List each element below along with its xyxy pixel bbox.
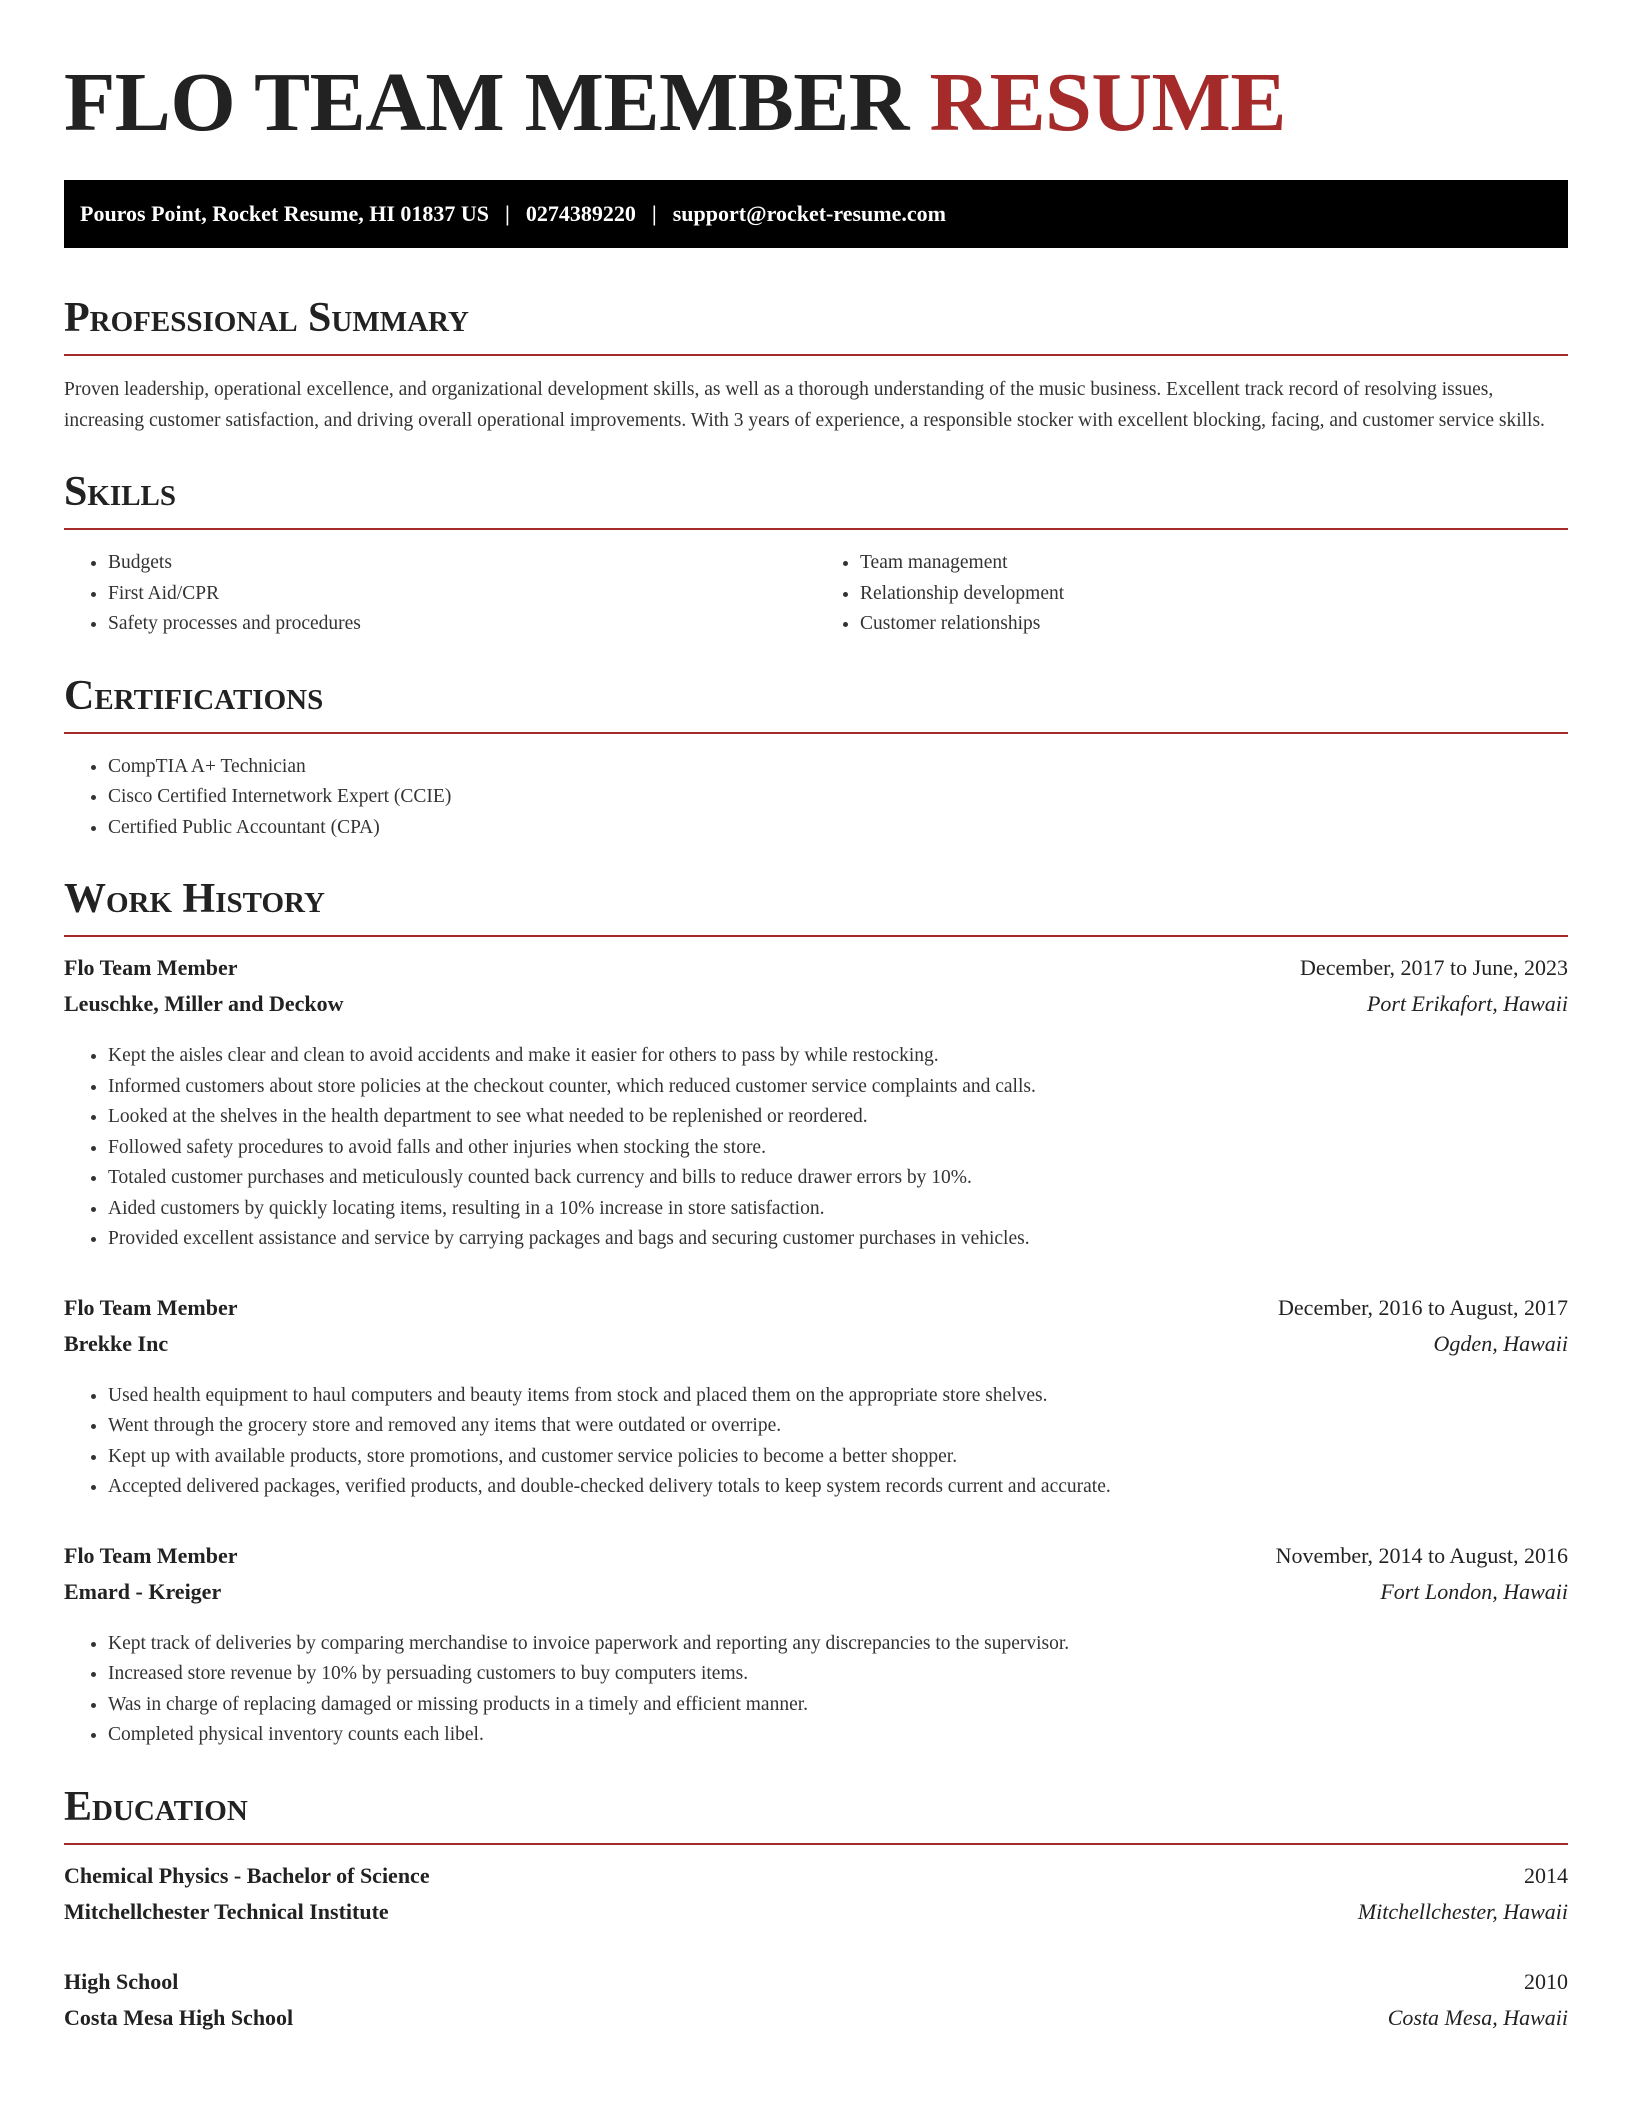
skill-item: • First Aid/CPR xyxy=(108,579,816,610)
job-company-row xyxy=(64,1579,1568,1615)
education-degree: High School xyxy=(64,1968,179,1994)
job-company-row xyxy=(64,1331,1568,1367)
contact-bar xyxy=(64,180,1568,248)
education-school: Mitchellchester Technical Institute xyxy=(64,1898,389,1924)
skill-item: • Safety processes and procedures xyxy=(108,609,816,640)
title-main: FLO TEAM MEMBER xyxy=(64,56,909,149)
job-bullet: • Went through the grocery store and removed any items that were outdated or overripe. xyxy=(108,1411,1568,1442)
education-section xyxy=(64,1781,1568,2041)
certification-item: • Cisco Certified Internetwork Expert (CCIE) xyxy=(108,782,1568,813)
job-bullet: • Completed physical inventory counts each libel. xyxy=(108,1720,1568,1751)
resume-title xyxy=(64,56,1568,150)
title-accent: RESUME xyxy=(929,56,1286,149)
education-degree: Chemical Physics - Bachelor of Science xyxy=(64,1862,430,1888)
job-bullet: • Was in charge of replacing damaged or missing products in a timely and efficient manner. xyxy=(108,1690,1568,1721)
job-bullet: • Informed customers about store policies at the checkout counter, which reduced customer service complaints and calls. xyxy=(108,1072,1568,1103)
job-entry xyxy=(64,1295,1568,1503)
job-company-row xyxy=(64,991,1568,1027)
job-bullet: • Totaled customer purchases and meticulously counted back currency and bills to reduce drawer errors by 10%. xyxy=(108,1163,1568,1194)
education-degree-row xyxy=(64,1969,1568,2005)
job-dates: December, 2016 to August, 2017 xyxy=(1278,1294,1568,1320)
job-bullet: • Kept up with available products, store promotions, and customer service policies to become a better shopper. xyxy=(108,1442,1568,1473)
job-title: Flo Team Member xyxy=(64,955,238,980)
education-year: 2014 xyxy=(1524,1862,1568,1888)
summary-text: Proven leadership, operational excellence, and organizational development skills, as well as a thorough understanding of the music business. Excellent track record of resolving issues, increasing customer satisfaction, and driving overall operational improvements. With 3 years of experience, a responsible stocker with excellent blocking, facing, and customer service skills. xyxy=(64,379,1545,431)
education-year: 2010 xyxy=(1524,1968,1568,1994)
job-location: Fort London, Hawaii xyxy=(1380,1578,1568,1604)
job-bullet: • Followed safety procedures to avoid falls and other injuries when stocking the store. xyxy=(108,1133,1568,1164)
job-dates: December, 2017 to June, 2023 xyxy=(1300,955,1568,980)
skills-column-1 xyxy=(64,548,816,640)
education-heading: Education xyxy=(64,1781,1568,1845)
job-bullet: • Accepted delivered packages, verified products, and double-checked delivery totals to keep system records current and accurate. xyxy=(108,1472,1568,1503)
job-location: Port Erikafort, Hawaii xyxy=(1366,991,1568,1016)
education-location: Mitchellchester, Hawaii xyxy=(1357,1898,1568,1924)
job-company: Leuschke, Miller and Deckow xyxy=(64,991,344,1016)
job-header-row xyxy=(64,1295,1568,1331)
contact-separator: | xyxy=(505,201,510,226)
education-school: Costa Mesa High School xyxy=(64,2004,294,2030)
skill-item: • Team management xyxy=(860,548,1568,579)
work-history-heading: Work History xyxy=(64,873,1568,937)
job-bullet: • Kept the aisles clear and clean to avoid accidents and make it easier for others to pass by while restocking. xyxy=(108,1041,1568,1072)
job-bullet: • Used health equipment to haul computers and beauty items from stock and placed them on the appropriate store shelves. xyxy=(108,1381,1568,1412)
contact-email: support@rocket-resume.com xyxy=(672,201,946,226)
education-school-row xyxy=(64,1899,1568,1935)
contact-address: Pouros Point, Rocket Resume, HI 01837 US xyxy=(80,201,490,226)
job-dates: November, 2014 to August, 2016 xyxy=(1275,1542,1568,1568)
education-degree-row xyxy=(64,1863,1568,1899)
education-school-row xyxy=(64,2005,1568,2041)
certification-item: • CompTIA A+ Technician xyxy=(108,752,1568,783)
education-location: Costa Mesa, Hawaii xyxy=(1387,2004,1568,2030)
job-title: Flo Team Member xyxy=(64,1294,238,1320)
contact-phone: 0274389220 xyxy=(525,201,636,226)
job-header-row xyxy=(64,1543,1568,1579)
job-location: Ogden, Hawaii xyxy=(1433,1330,1568,1356)
skills-column-2 xyxy=(816,548,1568,640)
job-bullet: • Provided excellent assistance and service by carrying packages and bags and securing customer purchases in vehicles. xyxy=(108,1224,1568,1255)
contact-separator: | xyxy=(651,201,657,226)
skills-grid xyxy=(64,530,1568,640)
job-bullet: • Kept track of deliveries by comparing merchandise to invoice paperwork and reporting any discrepancies to the supervisor. xyxy=(108,1629,1568,1660)
certifications-heading: Certifications xyxy=(64,670,1568,734)
job-header-row xyxy=(64,955,1568,991)
summary-heading: Professional Summary xyxy=(64,292,1568,356)
job-entry xyxy=(64,1543,1568,1751)
work-history-section xyxy=(64,873,1568,1751)
skill-item: • Customer relationships xyxy=(860,609,1568,640)
job-bullets xyxy=(64,1041,1568,1255)
education-entry xyxy=(64,1863,1568,1935)
skill-item: • Budgets xyxy=(108,548,816,579)
education-entry xyxy=(64,1969,1568,2041)
job-bullets xyxy=(64,1629,1568,1751)
certifications-list xyxy=(64,752,1568,844)
skills-heading: Skills xyxy=(64,466,1568,530)
job-company: Emard - Kreiger xyxy=(64,1578,222,1604)
job-bullet: • Aided customers by quickly locating items, resulting in a 10% increase in store satisfaction. xyxy=(108,1194,1568,1225)
job-entry xyxy=(64,955,1568,1255)
summary-section xyxy=(64,292,1568,436)
job-bullet: • Increased store revenue by 10% by persuading customers to buy computers items. xyxy=(108,1659,1568,1690)
certifications-section xyxy=(64,670,1568,844)
job-company: Brekke Inc xyxy=(64,1330,169,1356)
job-title: Flo Team Member xyxy=(64,1542,238,1568)
certification-item: • Certified Public Accountant (CPA) xyxy=(108,813,1568,844)
job-bullet: • Looked at the shelves in the health department to see what needed to be replenished or reordered. xyxy=(108,1102,1568,1133)
skills-section xyxy=(64,466,1568,640)
skill-item: • Relationship development xyxy=(860,579,1568,610)
job-bullets xyxy=(64,1381,1568,1503)
